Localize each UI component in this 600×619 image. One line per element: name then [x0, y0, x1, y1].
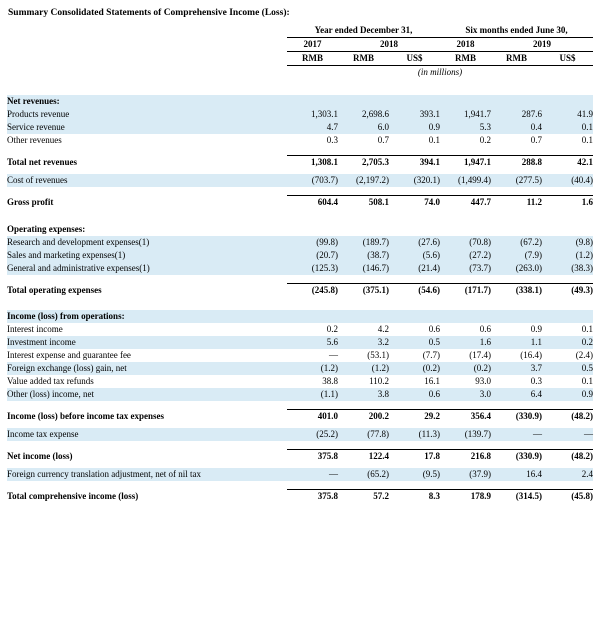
row-value: (11.3) [389, 428, 440, 441]
row-value: 0.1 [581, 375, 594, 386]
spacer-row [7, 481, 593, 490]
row-value: 0.6 [428, 323, 441, 334]
spacer-row [7, 147, 593, 156]
row-value [542, 95, 593, 108]
row-value: (65.2) [338, 468, 389, 481]
row-value: (5.6) [389, 249, 440, 262]
row-value: (16.4) [520, 349, 543, 360]
row-value: 4.2 [377, 323, 389, 334]
row-value [440, 310, 491, 323]
row-value: 5.6 [287, 336, 338, 349]
row-value: 16.1 [424, 375, 441, 386]
row-value: (40.4) [542, 174, 593, 187]
row-value: (375.1) [338, 283, 389, 297]
spacer-row [7, 503, 593, 508]
row-label: Operating expenses: [7, 223, 86, 234]
table-row [7, 95, 593, 108]
row-label: General and administrative expenses(1) [7, 262, 287, 275]
row-value: (21.4) [389, 262, 440, 275]
table-body [7, 24, 593, 508]
header-units-row [7, 66, 593, 80]
row-value: 447.7 [440, 196, 491, 210]
row-value: 604.4 [287, 196, 338, 210]
row-value: (99.8) [287, 236, 338, 249]
table-row [7, 349, 593, 362]
row-value: (330.9) [491, 410, 542, 424]
row-value: (38.7) [338, 249, 389, 262]
row-label: Foreign currency translation adjustment, net of nil tax [7, 468, 287, 481]
row-value: 6.4 [491, 388, 542, 401]
row-value: (38.3) [542, 262, 593, 275]
row-value: (27.2) [440, 249, 491, 262]
table-row [7, 310, 593, 323]
row-value: 0.7 [530, 135, 543, 146]
row-value [338, 95, 389, 108]
header-group-right: Six months ended June 30, [440, 24, 593, 38]
row-value [440, 223, 491, 236]
row-value: 0.9 [530, 323, 543, 334]
table-row [7, 262, 593, 275]
row-value: 508.1 [338, 196, 389, 210]
row-label: Research and development expenses(1) [7, 236, 287, 249]
row-value [338, 223, 389, 236]
table-row [7, 323, 593, 336]
row-label: Interest income [7, 323, 63, 334]
row-value [287, 310, 338, 323]
table-row [7, 468, 593, 481]
table-row [7, 336, 593, 349]
row-value: 3.0 [440, 388, 491, 401]
row-value: (1.2) [287, 362, 338, 375]
header-year-2018-h1: 2018 [440, 38, 491, 52]
spacer-row [7, 79, 593, 87]
row-value: 288.8 [491, 156, 542, 170]
header-year-2017: 2017 [287, 38, 338, 52]
spacer-row [7, 275, 593, 284]
row-value: (146.7) [338, 262, 389, 275]
table-row [7, 156, 593, 170]
row-value: (330.9) [491, 450, 542, 464]
table-row [7, 121, 593, 134]
row-label: Service revenue [7, 121, 287, 134]
row-value: 2,698.6 [338, 108, 389, 121]
spacer-row [7, 401, 593, 410]
row-value [389, 95, 440, 108]
page-title: Summary Consolidated Statements of Comprehensive Income (Loss): [8, 8, 290, 18]
spacer-row [7, 215, 593, 223]
row-value: 393.1 [389, 108, 440, 121]
row-value: 41.9 [542, 108, 593, 121]
row-value: 0.3 [326, 135, 338, 146]
row-value [542, 310, 593, 323]
row-value: (53.1) [367, 349, 389, 360]
row-value: 110.2 [369, 375, 389, 386]
row-value: 0.7 [377, 135, 389, 146]
row-value: (139.7) [440, 428, 491, 441]
row-value: 1,941.7 [440, 108, 491, 121]
row-value: (1.1) [287, 388, 338, 401]
row-value: 287.6 [491, 108, 542, 121]
row-value [491, 310, 542, 323]
row-value: 4.7 [287, 121, 338, 134]
row-label: Sales and marketing expenses(1) [7, 249, 287, 262]
row-value: 394.1 [389, 156, 440, 170]
row-value: 0.6 [479, 323, 492, 334]
row-value: 38.8 [322, 375, 338, 386]
row-value: (171.7) [440, 283, 491, 297]
row-value: (37.9) [440, 468, 491, 481]
row-label: Total net revenues [7, 157, 78, 168]
row-label: Value added tax refunds [7, 375, 94, 386]
row-value: 1.6 [440, 336, 491, 349]
row-value [389, 223, 440, 236]
row-value: (49.3) [542, 283, 593, 297]
row-value: (77.8) [338, 428, 389, 441]
row-label: Interest expense and guarantee fee [7, 349, 131, 360]
row-value [440, 95, 491, 108]
spacer-row [7, 441, 593, 450]
row-value: (7.7) [422, 349, 441, 360]
header-currency-row [7, 52, 593, 66]
row-value: (1.2) [338, 362, 389, 375]
row-value: (245.8) [287, 283, 338, 297]
row-value: — [287, 468, 338, 481]
row-value: (1.2) [542, 249, 593, 262]
table-row [7, 428, 593, 441]
row-value: (17.4) [469, 349, 492, 360]
row-value: 216.8 [440, 450, 491, 464]
row-value: 93.0 [475, 375, 492, 386]
row-value: 1.1 [491, 336, 542, 349]
row-value [338, 310, 389, 323]
row-label: Other revenues [7, 135, 62, 146]
row-value: 0.6 [389, 388, 440, 401]
row-value: (7.9) [491, 249, 542, 262]
row-value: 3.7 [491, 362, 542, 375]
table-row [7, 362, 593, 375]
row-value: (189.7) [338, 236, 389, 249]
row-label: Foreign exchange (loss) gain, net [7, 362, 287, 375]
header-group-row [7, 24, 593, 38]
row-value: 401.0 [287, 410, 338, 424]
header-currency-3: US$ [389, 52, 440, 66]
row-value: (0.2) [440, 362, 491, 375]
row-label: Total operating expenses [7, 284, 102, 295]
row-value: — [491, 428, 542, 441]
row-value: 1,303.1 [287, 108, 338, 121]
row-value: 375.8 [287, 450, 338, 464]
row-value: (70.8) [440, 236, 491, 249]
row-value: 0.9 [542, 388, 593, 401]
header-currency-5: RMB [491, 52, 542, 66]
row-label: Income (loss) before income tax expenses [7, 411, 165, 422]
row-value: 0.5 [542, 362, 593, 375]
row-value: 0.9 [389, 121, 440, 134]
table-row [7, 410, 593, 424]
row-value: 122.4 [338, 450, 389, 464]
row-value [491, 95, 542, 108]
row-value: 0.2 [479, 135, 492, 146]
row-value: 2,705.3 [338, 156, 389, 170]
row-value: (2,197.2) [338, 174, 389, 187]
row-value: 2.4 [542, 468, 593, 481]
row-label: Net revenues: [7, 95, 287, 108]
row-value: 6.0 [338, 121, 389, 134]
row-value: (48.2) [542, 450, 593, 464]
row-label: Total comprehensive income (loss) [7, 491, 139, 502]
row-value: (27.6) [389, 236, 440, 249]
table-row [7, 108, 593, 121]
row-value: 0.5 [389, 336, 440, 349]
row-value: (20.7) [287, 249, 338, 262]
row-value: (125.3) [287, 262, 338, 275]
row-value: (25.2) [287, 428, 338, 441]
row-value: (9.8) [542, 236, 593, 249]
row-label: Net income (loss) [7, 451, 73, 462]
row-value [542, 223, 593, 236]
row-value: — [329, 349, 338, 360]
table-row [7, 450, 593, 464]
row-value: — [542, 428, 593, 441]
row-value: 375.8 [287, 490, 338, 504]
row-value: 178.9 [440, 490, 491, 504]
row-value: (73.7) [440, 262, 491, 275]
table-row [7, 134, 593, 147]
units-note: (in millions) [417, 67, 463, 78]
row-value: (2.4) [575, 349, 594, 360]
row-value: (0.2) [389, 362, 440, 375]
header-currency-6: US$ [542, 52, 593, 66]
table-row [7, 223, 593, 236]
table-row [7, 249, 593, 262]
row-value [491, 223, 542, 236]
row-value: 3.8 [338, 388, 389, 401]
row-value: (48.2) [542, 410, 593, 424]
row-value: 1,947.1 [440, 156, 491, 170]
row-label: Income (loss) from operations: [7, 310, 287, 323]
row-value: 0.2 [326, 323, 338, 334]
table-row [7, 388, 593, 401]
row-value: 29.2 [389, 410, 440, 424]
row-value: 356.4 [440, 410, 491, 424]
row-value: 74.0 [389, 196, 440, 210]
row-value: 0.3 [530, 375, 543, 386]
row-value: 8.3 [389, 490, 440, 504]
row-value: 0.1 [542, 121, 593, 134]
table-row [7, 174, 593, 187]
row-value: 1,308.1 [287, 156, 338, 170]
row-value: 16.4 [491, 468, 542, 481]
row-value: 0.1 [581, 135, 594, 146]
row-value: 17.8 [389, 450, 440, 464]
header-currency-2: RMB [338, 52, 389, 66]
header-year-2018: 2018 [338, 38, 440, 52]
row-label: Investment income [7, 336, 287, 349]
header-group-left: Year ended December 31, [287, 24, 440, 38]
row-value [287, 95, 338, 108]
row-value: 200.2 [338, 410, 389, 424]
row-value: 3.2 [338, 336, 389, 349]
row-value: 0.1 [428, 135, 441, 146]
header-currency-4: RMB [440, 52, 491, 66]
row-value: (67.2) [491, 236, 542, 249]
table-row [7, 236, 593, 249]
table-row [7, 196, 593, 210]
spacer-row [7, 87, 593, 95]
row-value: 0.4 [491, 121, 542, 134]
row-value: (703.7) [287, 174, 338, 187]
header-currency-1: RMB [287, 52, 338, 66]
table-row [7, 375, 593, 388]
row-value: 11.2 [491, 196, 542, 210]
row-value: (277.5) [491, 174, 542, 187]
row-label: Gross profit [7, 197, 54, 208]
row-value: (54.6) [389, 283, 440, 297]
table-row [7, 283, 593, 297]
financial-table [7, 24, 593, 508]
row-label: Cost of revenues [7, 174, 287, 187]
row-label: Products revenue [7, 108, 287, 121]
row-value: 1.6 [542, 196, 593, 210]
spacer-row [7, 302, 593, 310]
row-value: (320.1) [389, 174, 440, 187]
row-value: 42.1 [542, 156, 593, 170]
row-value [389, 310, 440, 323]
row-value: (1,499.4) [440, 174, 491, 187]
row-value: (45.8) [542, 490, 593, 504]
header-spacer [7, 24, 287, 38]
spacer-row [7, 187, 593, 196]
header-year-row [7, 38, 593, 52]
row-value: 0.2 [542, 336, 593, 349]
row-value: (9.5) [389, 468, 440, 481]
header-year-2019-h1: 2019 [491, 38, 593, 52]
row-value [287, 223, 338, 236]
row-value: (314.5) [491, 490, 542, 504]
row-label: Income tax expense [7, 428, 287, 441]
row-value: 0.1 [581, 323, 594, 334]
row-value: 5.3 [440, 121, 491, 134]
row-value: (338.1) [491, 283, 542, 297]
row-label: Other (loss) income, net [7, 388, 287, 401]
row-value: 57.2 [338, 490, 389, 504]
table-row [7, 490, 593, 504]
row-value: (263.0) [491, 262, 542, 275]
